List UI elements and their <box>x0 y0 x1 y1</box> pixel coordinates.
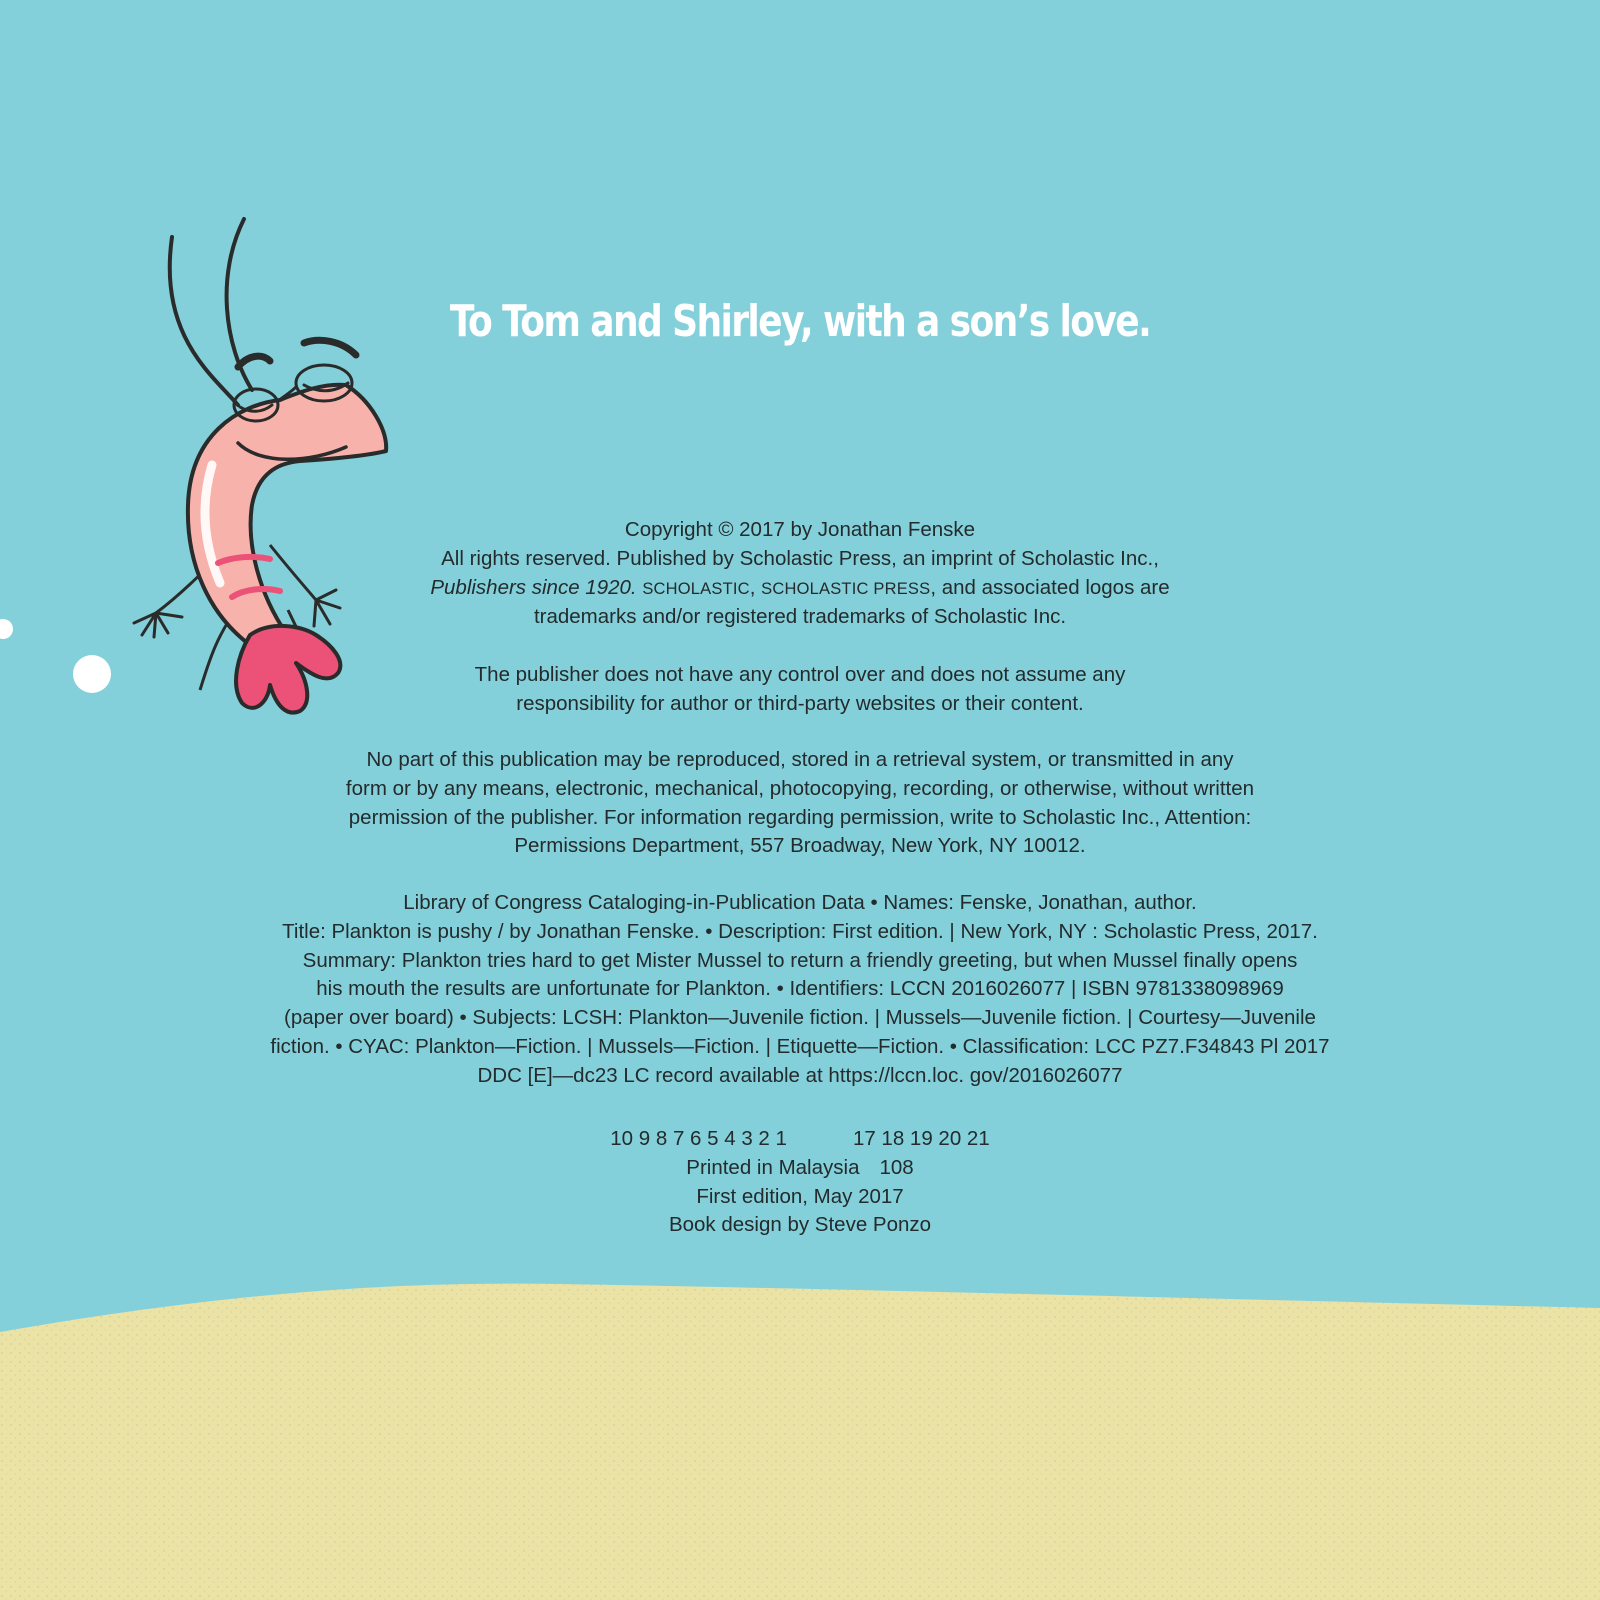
cataloging-line: Title: Plankton is pushy / by Jonathan Fenske. • Description: First edition. | New York, NY : Scholastic Press, 2017. <box>282 919 1318 943</box>
permissions-line: No part of this publication may be reproduced, stored in a retrieval system, or transmitted in any <box>366 748 1234 771</box>
trademark-scholastic: SCHOLASTIC <box>642 579 750 598</box>
permissions-line: permission of the publisher. For information regarding permission, write to Scholastic Inc., Attention: <box>348 805 1252 829</box>
edition-line: First edition, May 2017 <box>696 1184 904 1208</box>
publisher-since: Publishers since 1920. <box>430 575 637 599</box>
design-credit: Book design by Steve Ponzo <box>668 1213 932 1237</box>
permissions-line: Permissions Department, 557 Broadway, New York, NY 10012. <box>514 834 1086 858</box>
permissions-line: form or by any means, electronic, mechanical, photocopying, recording, or otherwise, without written <box>345 776 1255 800</box>
disclaimer-line: responsibility for author or third-party websites or their content. <box>516 691 1084 715</box>
shrimp-icon <box>120 215 410 735</box>
cataloging-line: fiction. • CYAC: Plankton—Fiction. | Mussels—Fiction. | Etiquette—Fiction. • Classification: LCC PZ7.F34843 Pl 2017 <box>270 1034 1330 1058</box>
printing-number-line: 10 9 8 7 6 5 4 3 2 1 <box>610 1127 787 1150</box>
permissions-block <box>200 746 1400 861</box>
cataloging-block <box>200 889 1400 1091</box>
copyright-line: Copyright © 2017 by Jonathan Fenske <box>624 518 976 541</box>
trademark-scholastic-press: SCHOLASTIC PRESS <box>761 579 931 598</box>
cataloging-line: (paper over board) • Subjects: LCSH: Plankton—Juvenile fiction. | Mussels—Juvenile fiction. | Courtesy—Juvenile <box>284 1006 1316 1030</box>
plant-code: 108 <box>879 1155 914 1179</box>
cataloging-line: Library of Congress Cataloging-in-Publication Data • Names: Fenske, Jonathan, author. <box>403 891 1197 914</box>
disclaimer-block <box>200 661 1400 719</box>
printing-block <box>200 1125 1400 1240</box>
printed-in-line <box>200 1154 1400 1183</box>
cataloging-line: his mouth the results are unfortunate for Plankton. • Identifiers: LCCN 2016026077 | ISBN 9781338098969 <box>316 977 1284 1001</box>
copyright-block <box>200 516 1400 632</box>
dedication: To Tom and Shirley, with a son’s love. <box>449 296 1151 347</box>
trademark-line: trademarks and/or registered trademarks of Scholastic Inc. <box>533 605 1067 629</box>
disclaimer-line: The publisher does not have any control over and does not assume any <box>474 663 1126 686</box>
printed-in: Printed in Malaysia <box>686 1155 860 1179</box>
printing-numbers <box>200 1125 1400 1154</box>
publisher-line <box>200 574 1400 604</box>
cataloging-line: Summary: Plankton tries hard to get Mister Mussel to return a friendly greeting, but when Mussel finally opens <box>302 948 1298 972</box>
trademark-separator: , <box>749 575 762 599</box>
printing-year-line: 17 18 19 20 21 <box>852 1127 990 1150</box>
trademark-rest: , and associated logos are <box>930 575 1170 599</box>
bubble-icon <box>73 655 111 693</box>
cataloging-line: DDC [E]—dc23 LC record available at https://lccn.loc. gov/2016026077 <box>477 1063 1123 1087</box>
rights-line: All rights reserved. Published by Scholastic Press, an imprint of Scholastic Inc., <box>441 546 1159 570</box>
